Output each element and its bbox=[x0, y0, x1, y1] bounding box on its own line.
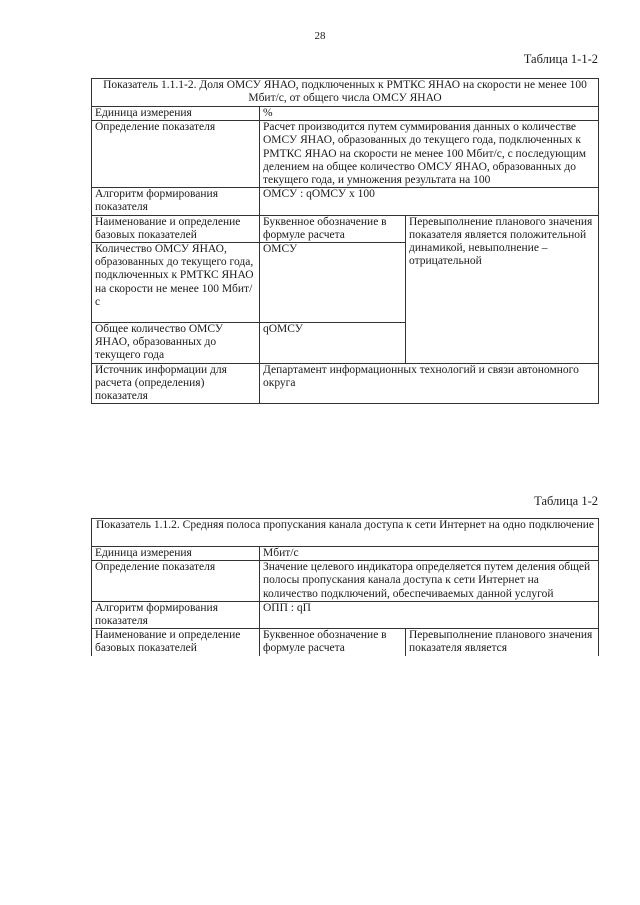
table-title-row bbox=[92, 519, 599, 547]
symbol-header: Буквенное обозначение в формуле расчета bbox=[260, 215, 406, 242]
dynamics-note: Перевыполнение планового значения показателя является bbox=[406, 629, 599, 656]
algorithm-value: ОПП : qП bbox=[260, 601, 599, 628]
page-number: 28 bbox=[314, 30, 326, 42]
algorithm-label: Алгоритм формирования показателя bbox=[92, 188, 260, 215]
source-row bbox=[92, 363, 599, 404]
algorithm-label: Алгоритм формирования показателя bbox=[92, 601, 260, 628]
definition-label: Определение показателя bbox=[92, 561, 260, 602]
indicator-table-1-2 bbox=[91, 518, 599, 656]
definition-label: Определение показателя bbox=[92, 121, 260, 188]
source-label: Источник информации для расчета (определения) показателя bbox=[92, 363, 260, 404]
source-value: Департамент информационных технологий и связи автономного округа bbox=[260, 363, 599, 404]
definition-row bbox=[92, 561, 599, 602]
definition-row bbox=[92, 121, 599, 188]
indicator-name: Количество ОМСУ ЯНАО, образованных до текущего года, подключенных к РМТКС ЯНАО на скорости не менее 100 Мбит/с bbox=[92, 243, 260, 323]
indicator-symbol: ОМСУ bbox=[260, 243, 406, 323]
dynamics-note: Перевыполнение планового значения показателя является положительной динамикой, невыполнение – отрицательной bbox=[406, 215, 599, 363]
unit-value: % bbox=[260, 107, 599, 121]
unit-label: Единица измерения bbox=[92, 107, 260, 121]
definition-value: Расчет производится путем суммирования данных о количестве ОМСУ ЯНАО, образованных до текущего года, подключенных к РМТКС ЯНАО на скорости не менее 100 Мбит/с, с последующим делением на общее количество ОМСУ ЯНАО, образованных до текущего года, и умножения результата на 100 bbox=[260, 121, 599, 188]
unit-row bbox=[92, 107, 599, 121]
unit-label: Единица измерения bbox=[92, 547, 260, 561]
indicator-name: Общее количество ОМСУ ЯНАО, образованных до текущего года bbox=[92, 323, 260, 364]
algorithm-row bbox=[92, 601, 599, 628]
base-indicators-header: Наименование и определение базовых показателей bbox=[92, 215, 260, 242]
unit-row bbox=[92, 547, 599, 561]
base-header-row bbox=[92, 215, 599, 242]
unit-value: Мбит/с bbox=[260, 547, 599, 561]
indicator-symbol: qОМСУ bbox=[260, 323, 406, 364]
base-header-row bbox=[92, 629, 599, 656]
base-indicators-header: Наименование и определение базовых показателей bbox=[92, 629, 260, 656]
definition-value: Значение целевого индикатора определяется путем деления общей полосы пропускания канала доступа к сети Интернет на количество подключений, обеспечиваемых данной услугой bbox=[260, 561, 599, 602]
table-title: Показатель 1.1.1-2. Доля ОМСУ ЯНАО, подключенных к РМТКС ЯНАО на скорости не менее 100 Мбит/с, от общего числа ОМСУ ЯНАО bbox=[92, 79, 599, 107]
algorithm-row bbox=[92, 188, 599, 215]
symbol-header: Буквенное обозначение в формуле расчета bbox=[260, 629, 406, 656]
table-title-row bbox=[92, 79, 599, 107]
table-caption: Таблица 1-2 bbox=[534, 494, 598, 508]
indicator-table-1-1-2 bbox=[91, 78, 599, 404]
algorithm-value: ОМСУ : qОМСУ х 100 bbox=[260, 188, 599, 215]
table-caption: Таблица 1-1-2 bbox=[523, 52, 598, 66]
table-title: Показатель 1.1.2. Средняя полоса пропускания канала доступа к сети Интернет на одно подключение bbox=[92, 519, 599, 547]
